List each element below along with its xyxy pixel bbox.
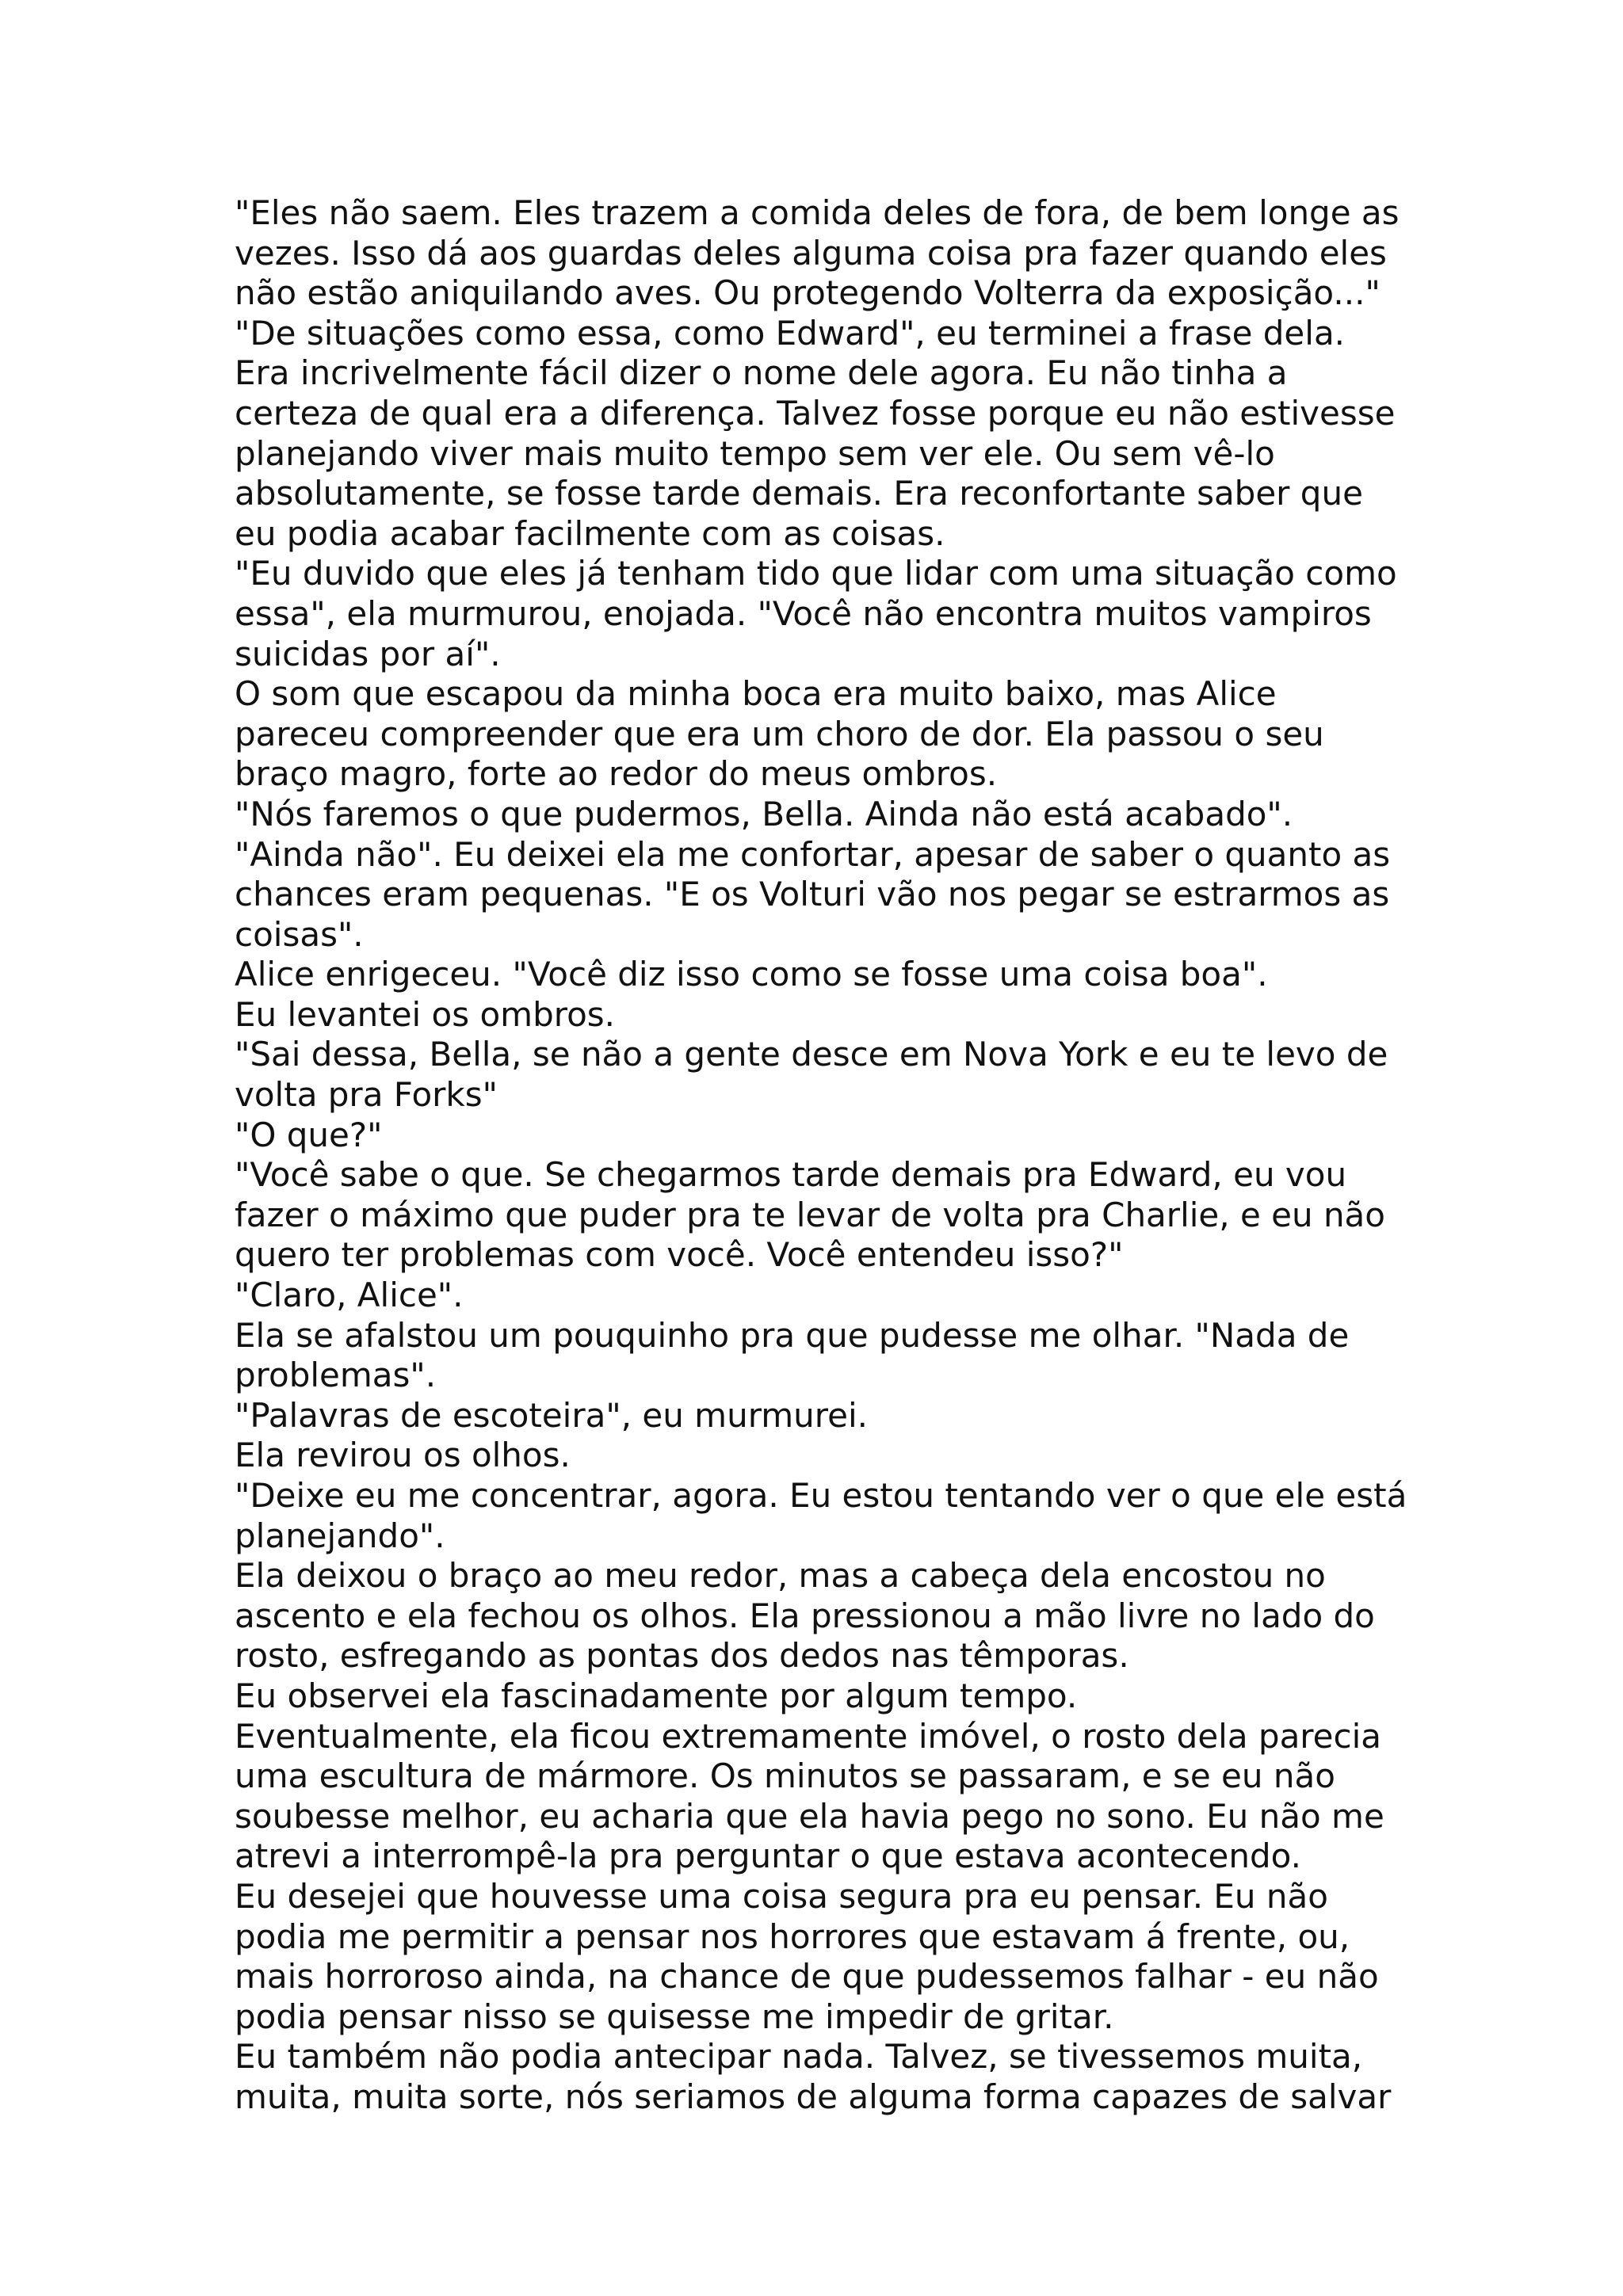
text-line: Ela revirou os olhos. (235, 1436, 571, 1475)
text-line: suicidas por aí". (235, 634, 501, 673)
text-line: O som que escapou da minha boca era muito baixo, mas Alice (235, 674, 1277, 714)
text-line: quero ter problemas com você. Você entendeu isso?" (235, 1235, 1124, 1275)
text-line: vezes. Isso dá aos guardas deles alguma coisa pra fazer quando eles (235, 233, 1387, 273)
text-line: "Eles não saem. Eles trazem a comida deles de fora, de bem longe as (235, 193, 1400, 232)
text-line: volta pra Forks" (235, 1075, 498, 1115)
text-line: "Claro, Alice". (235, 1276, 464, 1315)
body-text (235, 193, 1423, 2118)
text-line: "Deixe eu me concentrar, agora. Eu estou tentando ver o que ele está (235, 1476, 1407, 1515)
text-line: pareceu compreender que era um choro de dor. Ela passou o seu (235, 714, 1324, 753)
text-line: muita, muita sorte, nós seriamos de alguma forma capazes de salvar (235, 2077, 1392, 2116)
text-line: uma escultura de mármore. Os minutos se passaram, e se eu não (235, 1756, 1335, 1796)
text-line: atrevi a interrompê-la pra perguntar o que estava acontecendo. (235, 1836, 1301, 1876)
text-line: "Eu duvido que eles já tenham tido que lidar com uma situação como (235, 554, 1397, 593)
text-line: "O que?" (235, 1115, 383, 1154)
text-line: "Palavras de escoteira", eu murmurei. (235, 1395, 868, 1435)
text-line: não estão aniquilando aves. Ou protegendo Volterra da exposição..." (235, 273, 1381, 313)
text-line: essa", ela murmurou, enojada. "Você não encontra muitos vampiros (235, 593, 1372, 633)
text-line: ascento e ela fechou os olhos. Ela pressionou a mão livre no lado do (235, 1596, 1375, 1635)
text-line: mais horroroso ainda, na chance de que pudessemos falhar - eu não (235, 1957, 1379, 1997)
text-line: Alice enrigeceu. "Você diz isso como se fosse uma coisa boa". (235, 955, 1268, 994)
text-line: certeza de qual era a diferença. Talvez fosse porque eu não estivesse (235, 393, 1396, 433)
text-line: Eu observei ela fascinadamente por algum tempo. (235, 1676, 1078, 1715)
text-line: podia me permitir a pensar nos horrores que estavam á frente, ou, (235, 1917, 1350, 1956)
text-line: Ela deixou o braço ao meu redor, mas a cabeça dela encostou no (235, 1556, 1326, 1596)
text-line: "Ainda não". Eu deixei ela me confortar, apesar de saber o quanto as (235, 834, 1391, 874)
text-line: absolutamente, se fosse tarde demais. Era reconfortante saber que (235, 474, 1363, 513)
text-line: planejando viver mais muito tempo sem ver ele. Ou sem vê-lo (235, 433, 1275, 473)
text-line: braço magro, forte ao redor do meus ombros. (235, 754, 998, 794)
text-line: "Você sabe o que. Se chegarmos tarde demais pra Edward, eu vou (235, 1155, 1347, 1195)
text-line: "Sai dessa, Bella, se não a gente desce em Nova York e eu te levo de (235, 1035, 1388, 1074)
text-line: "De situações como essa, como Edward", eu terminei a frase dela. (235, 313, 1346, 353)
text-line: eu podia acabar facilmente com as coisas. (235, 513, 945, 553)
text-line: rosto, esfregando as pontas dos dedos nas têmporas. (235, 1636, 1129, 1676)
text-line: podia pensar nisso se quisesse me impedir de gritar. (235, 1997, 1114, 2036)
text-line: Eu levantei os ombros. (235, 994, 616, 1034)
text-line: Ela se afalstou um pouquinho pra que pudesse me olhar. "Nada de (235, 1315, 1350, 1355)
text-line: fazer o máximo que puder pra te levar de volta pra Charlie, e eu não (235, 1195, 1385, 1234)
text-line: Eventualmente, ela ficou extremamente imóvel, o rosto dela parecia (235, 1716, 1381, 1756)
text-line: coisas". (235, 914, 364, 954)
text-line: problemas". (235, 1356, 437, 1395)
text-line: Eu desejei que houvesse uma coisa segura pra eu pensar. Eu não (235, 1876, 1328, 1916)
text-line: chances eram pequenas. "E os Volturi vão nos pegar se estrarmos as (235, 875, 1390, 914)
text-line: Eu também não podia antecipar nada. Talvez, se tivessemos muita, (235, 2037, 1363, 2077)
text-line: "Nós faremos o que pudermos, Bella. Ainda não está acabado". (235, 794, 1293, 833)
text-line: planejando". (235, 1516, 445, 1555)
text-line: Era incrivelmente fácil dizer o nome dele agora. Eu não tinha a (235, 353, 1288, 393)
text-line: soubesse melhor, eu acharia que ela havia pego no sono. Eu não me (235, 1796, 1384, 1836)
